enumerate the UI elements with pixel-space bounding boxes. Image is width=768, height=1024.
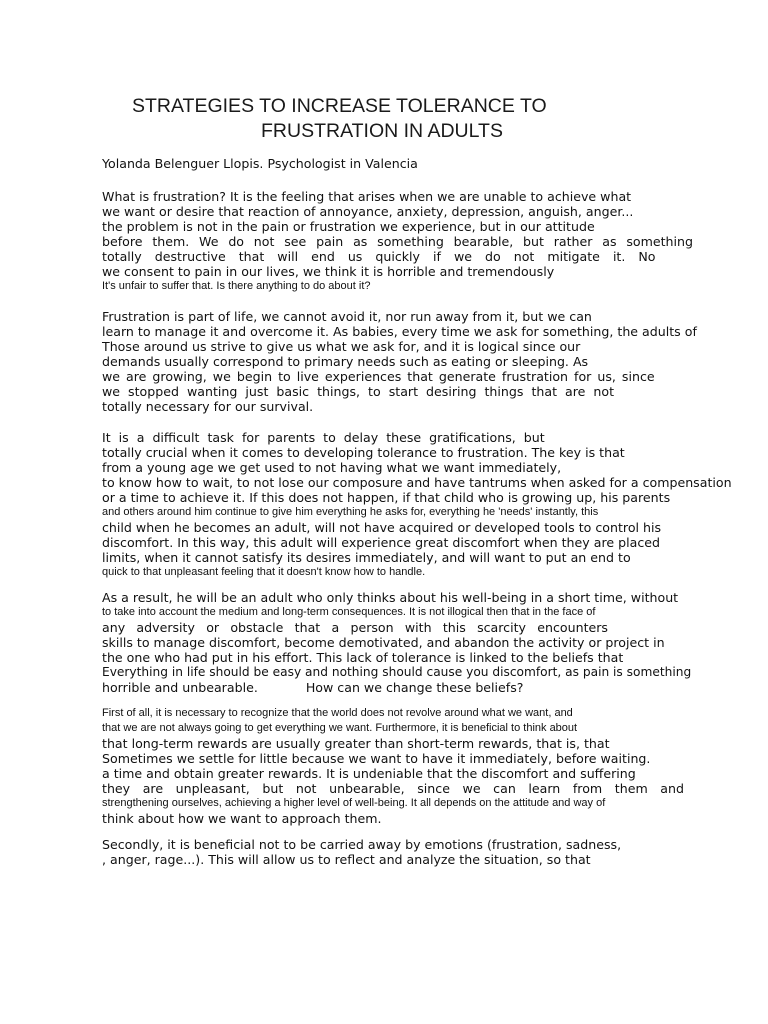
- text-line: As a result, he will be an adult who only thinks about his well-being in a short time, without: [102, 590, 679, 605]
- text-line: , anger, rage...). This will allow us to reflect and analyze the situation, so that: [102, 852, 591, 867]
- text-line: we want or desire that reaction of annoyance, anxiety, depression, anguish, anger...: [102, 204, 634, 219]
- text-line: that we are not always going to get everything we want. Furthermore, it is beneficial to think about: [102, 722, 578, 734]
- text-line: discomfort. In this way, this adult will experience great discomfort when they are placed: [102, 535, 660, 550]
- text-line: any adversity or obstacle that a person with this scarcity encounters: [102, 620, 608, 635]
- text-line: think about how we want to approach them.: [102, 811, 382, 826]
- text-line: It is a difficult task for parents to delay these gratifications, but: [102, 430, 545, 445]
- text-line: strengthening ourselves, achieving a higher level of well-being. It all depends on the attitude and way of: [102, 797, 606, 809]
- text-line: Everything in life should be easy and nothing should cause you discomfort, as pain is something: [102, 665, 692, 679]
- text-line: What is frustration? It is the feeling that arises when we are unable to achieve what: [102, 189, 632, 204]
- text-line: from a young age we get used to not having what we want immediately,: [102, 460, 562, 475]
- text-line: skills to manage discomfort, become demotivated, and abandon the activity or project in: [102, 635, 665, 650]
- text-line: learn to manage it and overcome it. As babies, every time we ask for something, the adults of: [102, 324, 697, 339]
- text-segment: horrible and unbearable.: [102, 680, 258, 695]
- text-line: limits, when it cannot satisfy its desires immediately, and will want to put an end to: [102, 550, 631, 565]
- text-line: Frustration is part of life, we cannot avoid it, nor run away from it, but we can: [102, 309, 592, 324]
- text-line: Secondly, it is beneficial not to be carried away by emotions (frustration, sadness,: [102, 837, 622, 852]
- paragraph-4: [102, 590, 691, 695]
- text-line: we are growing, we begin to live experiences that generate frustration for us, since: [102, 369, 655, 384]
- text-line: the one who had put in his effort. This lack of tolerance is linked to the beliefs that: [102, 650, 624, 665]
- text-line: It's unfair to suffer that. Is there anything to do about it?: [102, 280, 371, 292]
- text-line: [102, 680, 691, 695]
- text-line: totally necessary for our survival.: [102, 399, 314, 414]
- paragraph-5: [102, 706, 684, 826]
- author-line: Yolanda Belenguer Llopis. Psychologist in Valencia: [102, 156, 418, 171]
- text-line: totally crucial when it comes to developing tolerance to frustration. The key is that: [102, 445, 625, 460]
- text-line: demands usually correspond to primary needs such as eating or sleeping. As: [102, 354, 589, 369]
- text-line: we stopped wanting just basic things, to start desiring things that are not: [102, 384, 615, 399]
- text-line: Sometimes we settle for little because we want to have it immediately, before waiting.: [102, 751, 651, 766]
- paragraph-2: [102, 309, 697, 414]
- text-line: that long-term rewards are usually greater than short-term rewards, that is, that: [102, 736, 610, 751]
- title-line-1: STRATEGIES TO INCREASE TOLERANCE TO: [132, 95, 547, 117]
- text-line: or a time to achieve it. If this does not happen, if that child who is growing up, his parents: [102, 490, 671, 505]
- text-line: First of all, it is necessary to recognize that the world does not revolve around what we want, and: [102, 707, 573, 719]
- text-line: child when he becomes an adult, will not have acquired or developed tools to control his: [102, 520, 662, 535]
- text-line: Those around us strive to give us what we ask for, and it is logical since our: [102, 339, 581, 354]
- text-line: they are unpleasant, but not unbearable, since we can learn from them and: [102, 781, 684, 796]
- text-line: a time and obtain greater rewards. It is undeniable that the discomfort and suffering: [102, 766, 636, 781]
- text-line: before them. We do not see pain as something bearable, but rather as something: [102, 234, 693, 249]
- text-line: to know how to wait, to not lose our composure and have tantrums when asked for a compensation: [102, 475, 732, 490]
- text-segment: How can we change these beliefs?: [305, 680, 524, 695]
- text-line: and others around him continue to give him everything he asks for, everything he 'needs' instantly, this: [102, 506, 599, 518]
- paragraph-3: [102, 430, 732, 580]
- text-line: to take into account the medium and long-term consequences. It is not illogical then that in the face of: [102, 606, 596, 618]
- text-line: the problem is not in the pain or frustration we experience, but in our attitude: [102, 219, 595, 234]
- title-line-2: FRUSTRATION IN ADULTS: [261, 120, 503, 142]
- text-line: totally destructive that will end us quickly if we do not mitigate it. No: [102, 249, 656, 264]
- paragraph-6: [102, 837, 621, 867]
- text-line: we consent to pain in our lives, we think it is horrible and tremendously: [102, 264, 555, 279]
- text-line: quick to that unpleasant feeling that it doesn't know how to handle.: [102, 566, 426, 578]
- paragraph-1: [102, 189, 693, 294]
